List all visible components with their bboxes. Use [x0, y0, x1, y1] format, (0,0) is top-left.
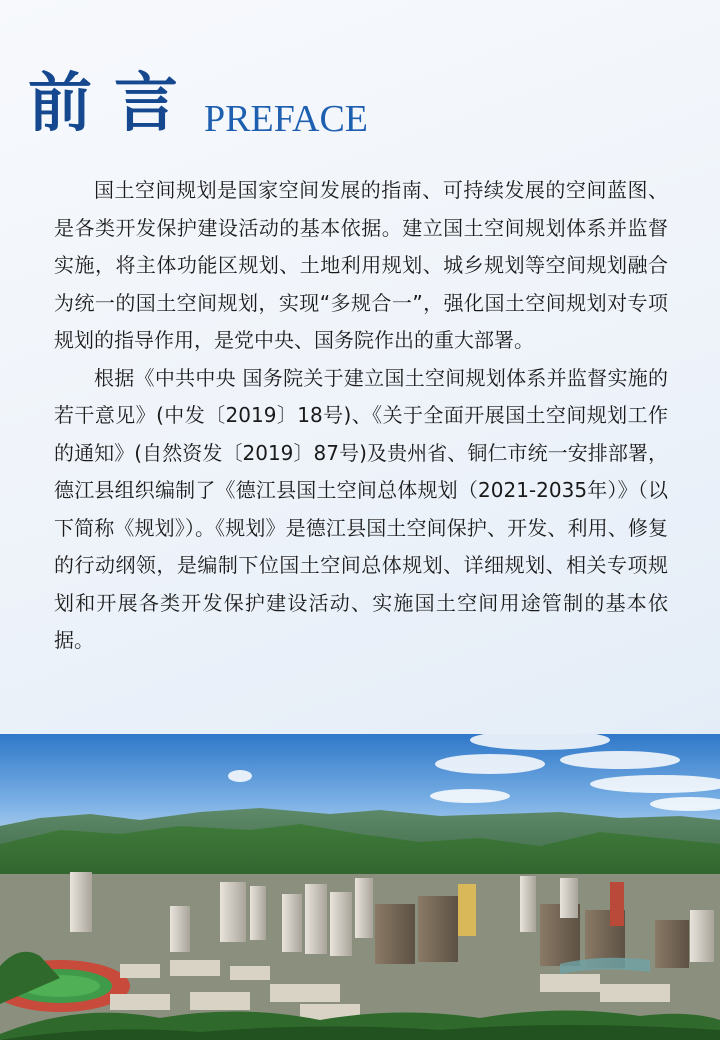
- page-title-english: PREFACE: [204, 98, 369, 140]
- paragraph-2: 根据《中共中央 国务院关于建立国土空间规划体系并监督实施的若干意见》(中发〔2019〕18号)、《关于全面开展国土空间规划工作的通知》(自然资发〔2019〕87号)及贵州省、铜仁市统一安排部署，德江县组织编制了《德江县国土空间总体规划（2021-2035年）》（以下简称《规划》）。《规划》是德江县国土空间保护、开发、利用、修复的行动纲领，是编制下位国土空间总体规划、详细规划、相关专项规划和开展各类开发保护建设活动、实施国土空间用途管制的基本依据。: [54, 365, 668, 652]
- page-header: [28, 67, 369, 141]
- page-title: 前言: [28, 67, 200, 141]
- preface-body: [54, 172, 668, 660]
- city-panorama-photo: [0, 734, 720, 1040]
- paragraph-1: 国土空间规划是国家空间发展的指南、可持续发展的空间蓝图、是各类开发保护建设活动的基本依据。建立国土空间规划体系并监督实施，将主体功能区规划、土地利用规划、城乡规划等空间规划融合为统一的国土空间规划，实现“多规合一”，强化国土空间规划对专项规划的指导作用，是党中央、国务院作出的重大部署。: [54, 178, 668, 352]
